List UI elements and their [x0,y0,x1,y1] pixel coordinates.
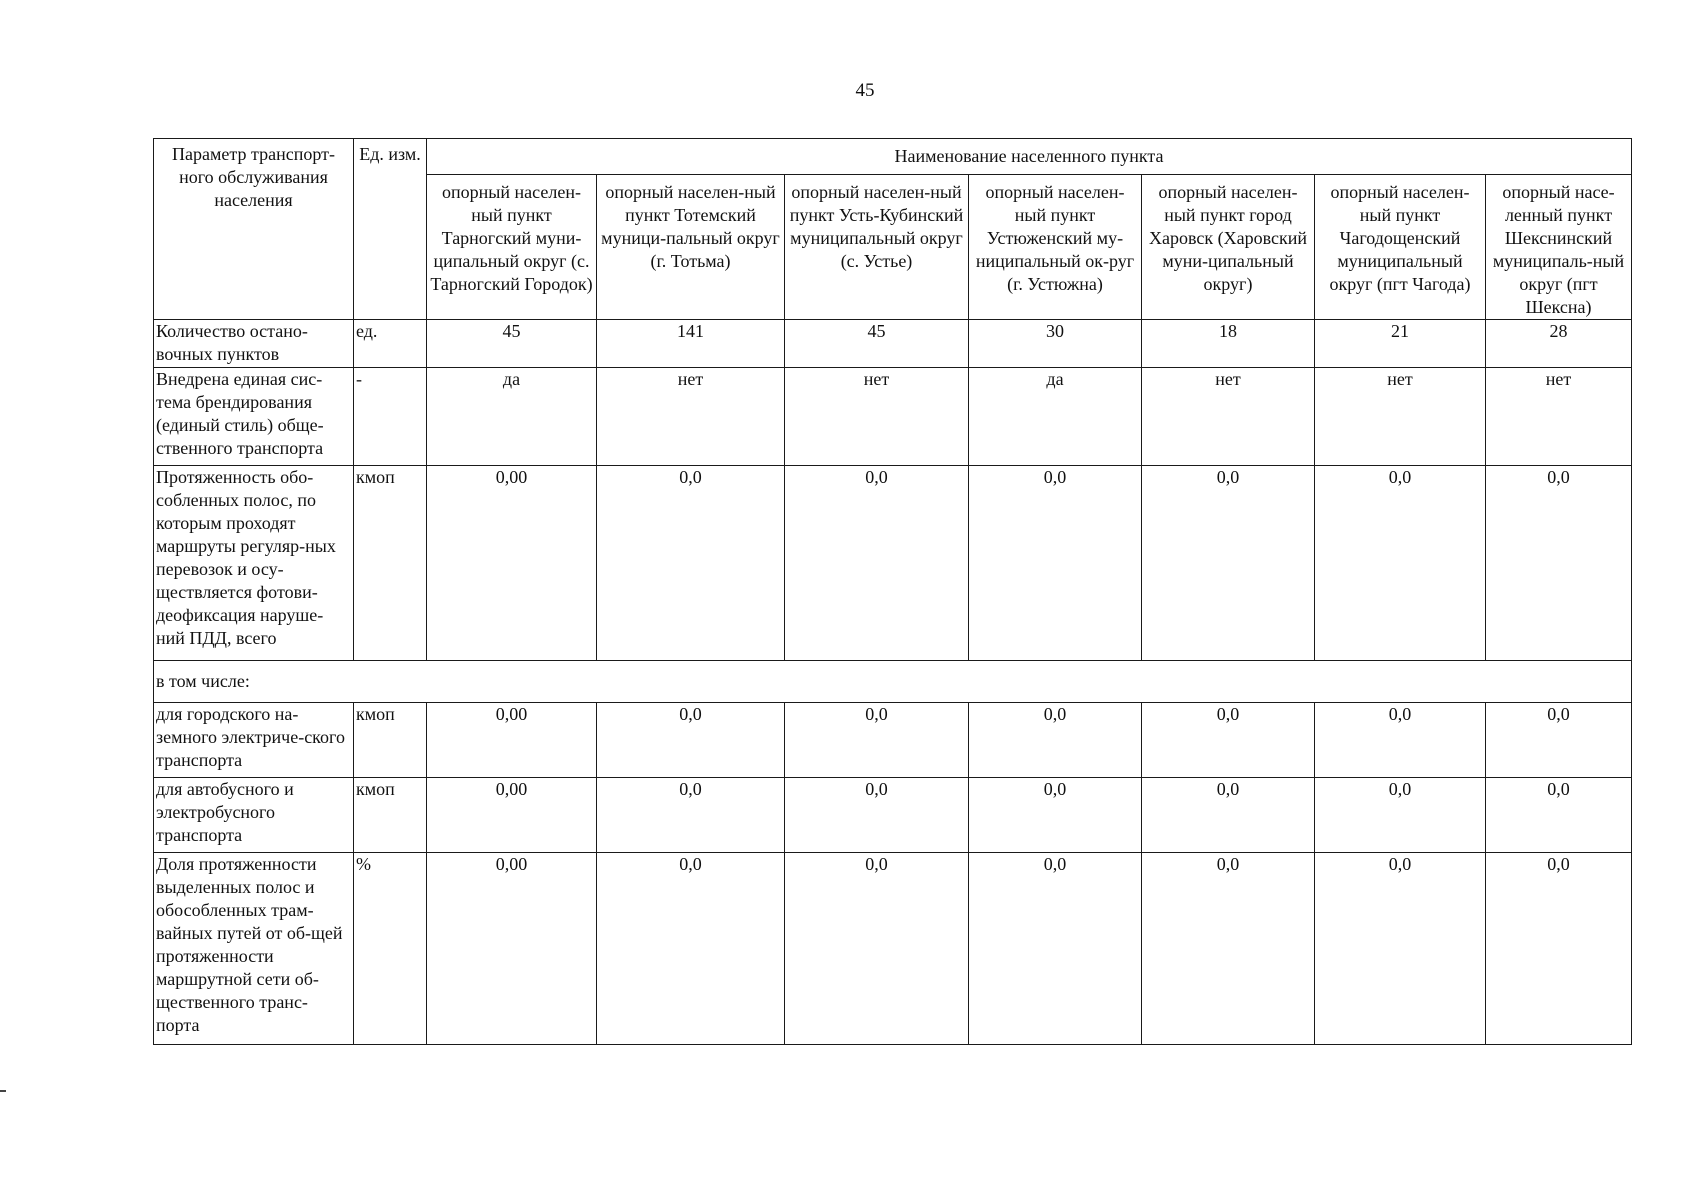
row-value: 0,0 [597,853,785,1045]
row-unit: - [354,368,427,466]
row-value: 0,0 [1315,703,1486,778]
row-value: 28 [1486,320,1632,368]
row-value: 0,0 [785,778,969,853]
row-value: 0,0 [597,466,785,661]
row-value: 0,00 [427,853,597,1045]
row-value: 0,0 [1142,466,1315,661]
table-row [154,778,1632,853]
scan-edge-mark [0,1090,6,1092]
row-value: 0,00 [427,778,597,853]
row-value: 0,0 [1486,466,1632,661]
row-value: 18 [1142,320,1315,368]
row-value: 0,00 [427,703,597,778]
table-row [154,320,1632,368]
row-value: 0,0 [1315,466,1486,661]
header-settlement-group: Наименование населенного пункта [427,139,1632,175]
row-value: нет [1142,368,1315,466]
row-value: 0,0 [969,703,1142,778]
header-settlement-tarnoga: опорный населен-ный пункт Тарногский муни-ципальный округ (с. Тарногский Городок) [427,175,597,320]
row-value: 21 [1315,320,1486,368]
row-value: 0,0 [1315,853,1486,1045]
row-param: Протяженность обо-собленных полос, по которым проходят маршруты регуляр-ных перевозок и осу-ществляется фотови-деофиксация наруше-ний ПДД, всего [154,466,354,661]
header-settlement-ustyuzhna: опорный населен-ный пункт Устюженский му-ниципальный ок-руг (г. Устюжна) [969,175,1142,320]
row-value: 0,0 [1486,853,1632,1045]
row-value: 0,0 [785,703,969,778]
table-row [154,368,1632,466]
header-settlement-chagoda: опорный населен-ный пункт Чагодощенский муниципальный округ (пгт Чагода) [1315,175,1486,320]
row-value: 0,0 [785,853,969,1045]
row-unit: ед. [354,320,427,368]
row-value: 0,0 [1142,853,1315,1045]
row-value: 0,0 [785,466,969,661]
row-value: 0,0 [969,466,1142,661]
header-unit: Ед. изм. [354,139,427,320]
row-unit: кмоп [354,778,427,853]
row-value: 0,0 [1142,778,1315,853]
row-param: Доля протяженности выделенных полос и обособленных трам-вайных путей от об-щей протяженности маршрутной сети об-щественного транс-порта [154,853,354,1045]
page-number: 45 [855,80,875,101]
header-settlement-totma: опорный населен-ный пункт Тотемский муници-пальный округ (г. Тотьма) [597,175,785,320]
row-value: 141 [597,320,785,368]
row-value: 0,0 [597,778,785,853]
header-param: Параметр транспорт-ного обслуживания населения [154,139,354,320]
header-row-main [154,139,1632,175]
row-value: да [969,368,1142,466]
row-value: 45 [785,320,969,368]
row-unit: % [354,853,427,1045]
row-value: 0,0 [597,703,785,778]
header-settlement-kharovsk: опорный населен-ный пункт город Харовск (Харовский муни-ципальный округ) [1142,175,1315,320]
row-value: 0,0 [1315,778,1486,853]
row-value: 0,0 [969,778,1142,853]
row-value: 0,0 [1486,778,1632,853]
row-unit: кмоп [354,466,427,661]
table-row [154,853,1632,1045]
row-value: да [427,368,597,466]
row-value: нет [1315,368,1486,466]
row-value: нет [597,368,785,466]
row-value: 45 [427,320,597,368]
header-settlement-ustye: опорный населен-ный пункт Усть-Кубинский муниципальный округ (с. Устье) [785,175,969,320]
transport-parameters-table [153,138,1632,1045]
row-param: для автобусного и электробусного транспорта [154,778,354,853]
subheading-in-that-number: в том числе: [154,661,1632,703]
row-param: Внедрена единая сис-тема брендирования (единый стиль) обще-ственного транспорта [154,368,354,466]
row-value: нет [785,368,969,466]
row-value: 0,00 [427,466,597,661]
row-value: нет [1486,368,1632,466]
row-value: 30 [969,320,1142,368]
table-row [154,703,1632,778]
subheading-row [154,661,1632,703]
header-settlement-sheksna: опорный насе-ленный пункт Шекснинский муниципаль-ный округ (пгт Шексна) [1486,175,1632,320]
row-param: Количество остано-вочных пунктов [154,320,354,368]
row-unit: кмоп [354,703,427,778]
row-param: для городского на-земного электриче-ского транспорта [154,703,354,778]
table-row [154,466,1632,661]
row-value: 0,0 [1486,703,1632,778]
row-value: 0,0 [969,853,1142,1045]
row-value: 0,0 [1142,703,1315,778]
